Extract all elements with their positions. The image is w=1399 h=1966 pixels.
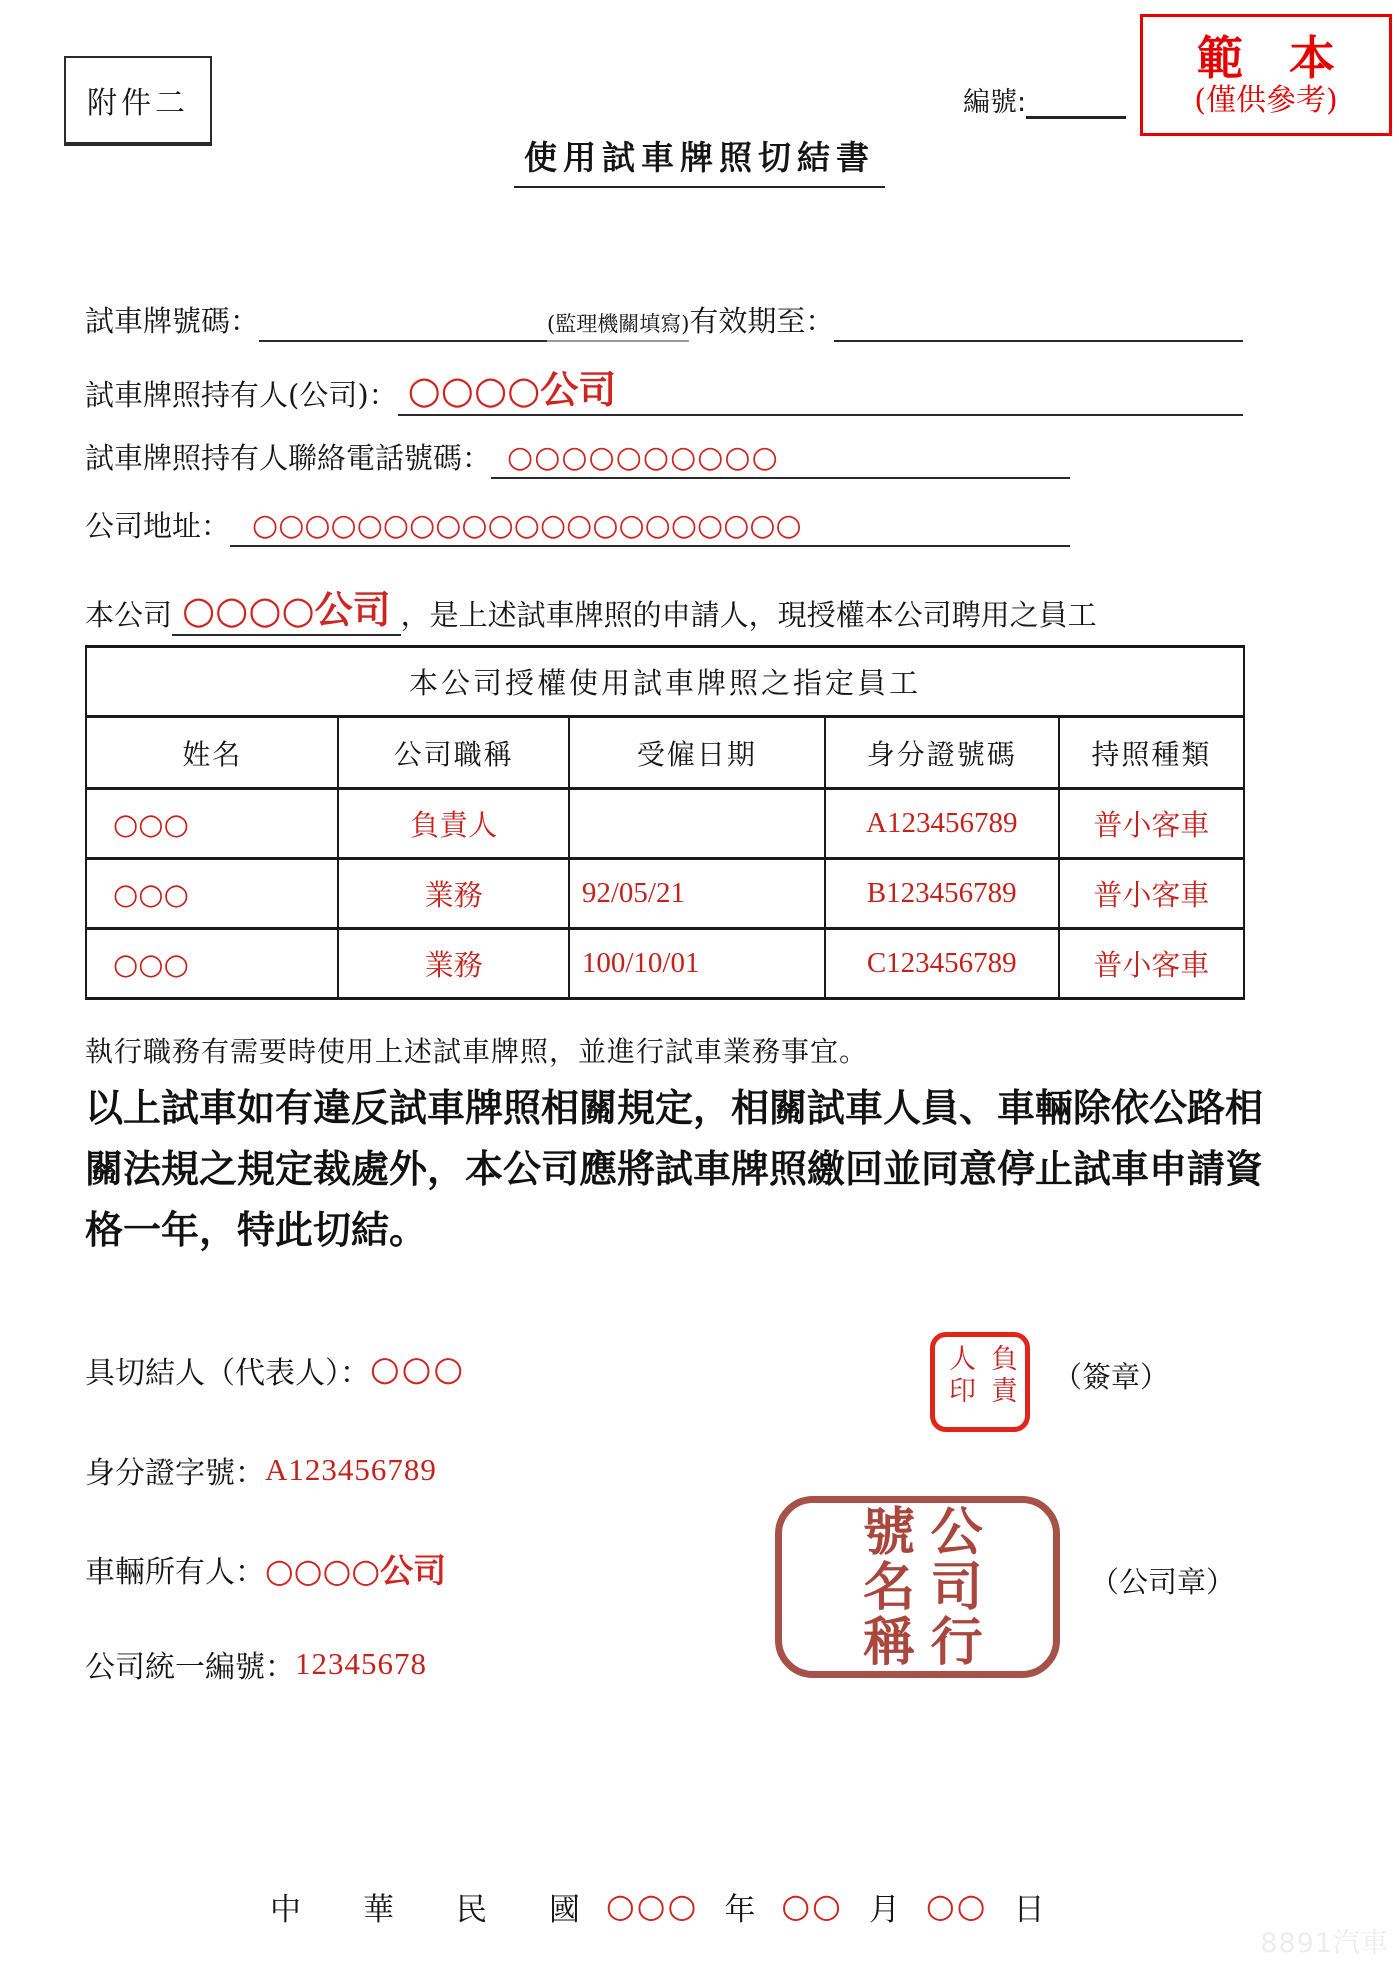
holder-value: ○○○○公司 <box>407 368 617 412</box>
sample-stamp-subtitle: (僅供參考) <box>1194 82 1338 118</box>
table-caption: 本公司授權使用試車牌照之指定員工 <box>86 647 1244 717</box>
holder-fill <box>398 368 1243 416</box>
page-title: 使用試車牌照切結書 <box>514 132 885 188</box>
holder-label: 試車牌照持有人(公司)： <box>85 377 398 412</box>
validity-blank <box>834 300 1243 342</box>
id-number-value: A123456789 <box>265 1452 437 1487</box>
declarant-line <box>85 1348 465 1392</box>
vehicle-owner-line <box>85 1545 446 1592</box>
table-row <box>86 859 1244 929</box>
col-header-name: 姓名 <box>86 717 338 789</box>
col-header-id-number: 身分證號碼 <box>825 717 1059 789</box>
declarant-label: 具切結人（代表人）： <box>85 1356 370 1391</box>
holder-line <box>85 368 1243 416</box>
month-placeholder: ○○ <box>781 1886 843 1926</box>
address-fill <box>230 505 1070 547</box>
cell-name: ○○○ <box>86 929 338 999</box>
col-header-hire-date: 受僱日期 <box>569 717 825 789</box>
address-value: ○○○○○○○○○○○○○○○○○○○○○ <box>252 508 802 544</box>
table-header-row <box>86 717 1244 789</box>
authorization-company-fill <box>172 588 401 636</box>
id-number-line <box>85 1448 437 1492</box>
vehicle-owner-label: 車輛所有人： <box>85 1554 265 1590</box>
plate-number-line <box>85 300 1243 342</box>
year-placeholder: ○○○ <box>606 1886 699 1926</box>
serial-number-label: 編號: <box>963 87 1027 118</box>
validity-label: 有效期至： <box>689 304 835 338</box>
phone-line <box>85 437 1070 479</box>
authorized-employee-table <box>85 645 1245 1000</box>
cell-name: ○○○ <box>86 859 338 929</box>
col-header-job-title: 公司職稱 <box>338 717 568 789</box>
authorization-suffix: ，是上述試車牌照的申請人，現授權本公司聘用之員工 <box>400 597 1097 632</box>
agency-fill-note: (監理機關填寫) <box>547 309 689 343</box>
col-header-license-type: 持照種類 <box>1059 717 1244 789</box>
cell-hire-date: 100/10/01 <box>569 929 825 999</box>
cell-license-type: 普小客車 <box>1059 789 1244 859</box>
purpose-statement: 執行職務有需要時使用上述試車牌照，並進行試車業務事宜。 <box>85 1035 869 1068</box>
authorization-company: ○○○○公司 <box>182 588 391 632</box>
cell-license-type: 普小客車 <box>1059 859 1244 929</box>
cell-id-number: A123456789 <box>825 789 1059 859</box>
signature-note: （簽章） <box>1053 1360 1170 1394</box>
phone-fill <box>491 437 1070 479</box>
table-row <box>86 789 1244 859</box>
cell-job-title: 負責人 <box>338 789 568 859</box>
year-unit: 年 <box>724 1892 756 1928</box>
company-seal <box>775 1496 1060 1678</box>
era-label: 中 華 民 國 <box>270 1892 580 1928</box>
company-seal-text: 公司行號名稱 <box>853 1504 983 1669</box>
plate-number-blank <box>259 300 547 342</box>
sample-stamp-box <box>1140 14 1392 136</box>
tax-id-line <box>85 1642 427 1686</box>
serial-number-blank <box>1026 85 1126 119</box>
serial-number-row <box>963 80 1126 119</box>
responsible-person-seal-text: 負責人印 <box>944 1344 1017 1408</box>
id-number-label: 身分證字號： <box>85 1456 265 1491</box>
month-unit: 月 <box>868 1892 900 1928</box>
cell-id-number: B123456789 <box>825 859 1059 929</box>
title-row <box>0 132 1399 188</box>
plate-number-label: 試車牌號碼： <box>85 304 260 338</box>
company-seal-note: （公司章） <box>1090 1565 1236 1599</box>
address-label: 公司地址： <box>85 509 231 543</box>
roc-date-line <box>270 1884 1045 1929</box>
cell-name: ○○○ <box>86 789 338 859</box>
cell-hire-date: 92/05/21 <box>569 859 825 929</box>
phone-value: ○○○○○○○○○○ <box>507 440 779 476</box>
cell-id-number: C123456789 <box>825 929 1059 999</box>
vehicle-owner-value: ○○○○公司 <box>265 1551 447 1590</box>
cell-license-type: 普小客車 <box>1059 929 1244 999</box>
authorization-line <box>85 588 1097 636</box>
day-placeholder: ○○ <box>925 1886 988 1926</box>
attachment-label: 附件二 <box>87 86 189 121</box>
tax-id-label: 公司統一編號： <box>85 1650 295 1685</box>
sample-stamp-title: 範 本 <box>1197 31 1335 86</box>
cell-job-title: 業務 <box>338 929 568 999</box>
declarant-value: ○○○ <box>370 1349 466 1390</box>
authorization-prefix: 本公司 <box>85 597 173 632</box>
day-unit: 日 <box>1013 1892 1045 1928</box>
cell-job-title: 業務 <box>338 859 568 929</box>
phone-label: 試車牌照持有人聯絡電話號碼： <box>85 441 492 475</box>
cell-hire-date <box>569 789 825 859</box>
site-watermark: 8891汽車 <box>1260 1928 1389 1959</box>
address-line <box>85 505 1070 547</box>
table-row <box>86 929 1244 999</box>
declaration-statement: 以上試車如有違反試車牌照相關規定，相關試車人員、車輛除依公路相關法規之規定裁處外，本公司應將試車牌照繳回並同意停止試車申請資格一年，特此切結。 <box>85 1086 1264 1252</box>
responsible-person-seal <box>930 1332 1030 1432</box>
tax-id-value: 12345678 <box>295 1646 427 1681</box>
